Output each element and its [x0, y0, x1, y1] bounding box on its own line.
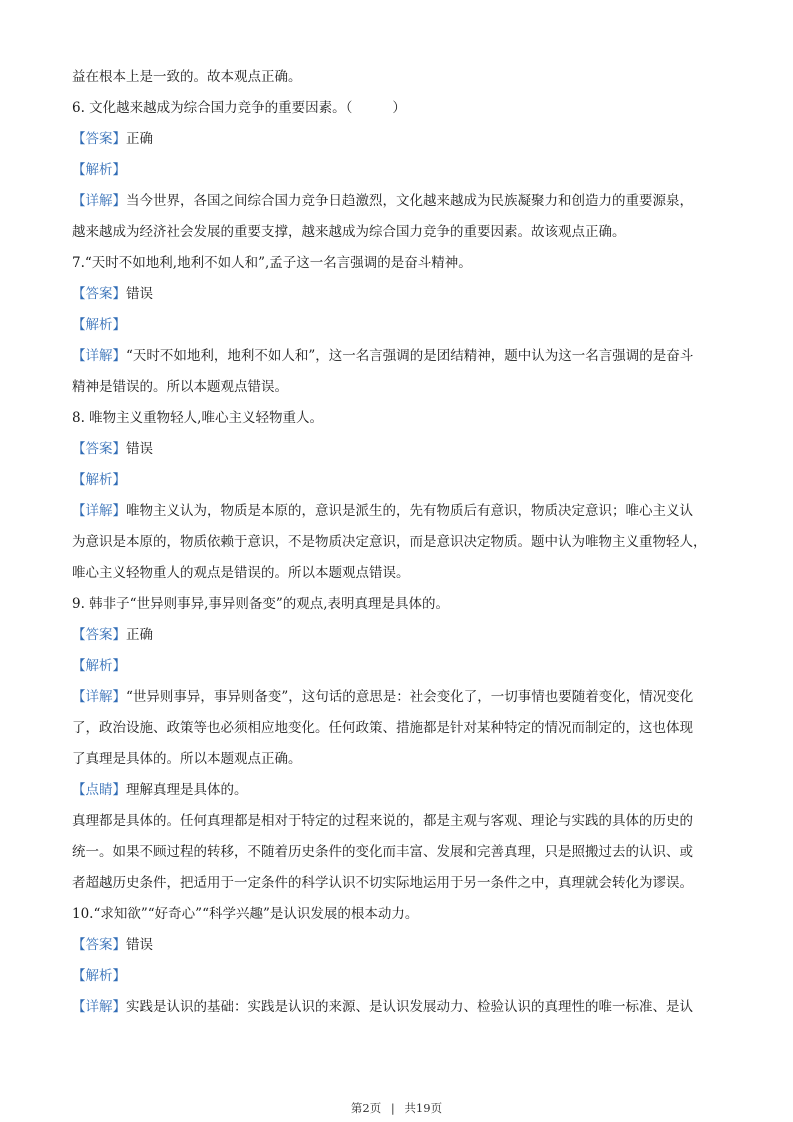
- page-footer: [0, 1100, 793, 1116]
- body-text-line: [72, 837, 724, 868]
- line-text: 越来越成为经济社会发展的重要支撑，越来越成为综合国力竞争的重要因素。故该观点正确。: [72, 224, 626, 240]
- body-text-line: [72, 527, 724, 558]
- line-text: 正确: [126, 131, 153, 147]
- detail-line: [72, 775, 724, 806]
- line-text: 益在根本上是一致的。故本观点正确。: [72, 69, 302, 85]
- detail-line: [72, 992, 724, 1023]
- analysis-line: [72, 651, 724, 682]
- section-label: 【答案】: [72, 441, 126, 457]
- line-text: 精神是错误的。所以本题观点错误。: [72, 379, 288, 395]
- body-text-line: [72, 589, 724, 620]
- analysis-line: [72, 155, 724, 186]
- section-label: 【详解】: [72, 689, 126, 705]
- detail-line: [72, 682, 724, 713]
- line-text: 了真理是具体的。所以本题观点正确。: [72, 751, 302, 767]
- section-label: 【解析】: [72, 658, 126, 674]
- line-text: 错误: [126, 286, 153, 302]
- section-label: 【解析】: [72, 317, 126, 333]
- answer-line: [72, 434, 724, 465]
- line-text: 唯心主义轻物重人的观点是错误的。所以本题观点错误。: [72, 565, 410, 581]
- section-label: 【答案】: [72, 627, 126, 643]
- body-text-line: [72, 744, 724, 775]
- answer-line: [72, 930, 724, 961]
- section-label: 【详解】: [72, 503, 126, 519]
- body-text-line: [72, 372, 724, 403]
- analysis-line: [72, 465, 724, 496]
- line-text: 真理都是具体的。任何真理都是相对于特定的过程来说的，都是主观与客观、理论与实践的具体的历史的: [72, 813, 693, 829]
- section-label: 【解析】: [72, 968, 126, 984]
- body-text-line: [72, 403, 724, 434]
- section-label: 【解析】: [72, 162, 126, 178]
- page-number: 第2页: [350, 1101, 382, 1115]
- line-text: 错误: [126, 441, 153, 457]
- closing-bracket: ）: [392, 100, 406, 116]
- body-text-line: [72, 806, 724, 837]
- line-text: 正确: [126, 627, 153, 643]
- body-text-line: [72, 558, 724, 589]
- section-label: 【答案】: [72, 131, 126, 147]
- detail-line: [72, 341, 724, 372]
- line-text: 统一。如果不顾过程的转移，不随着历史条件的变化而丰富、发展和完善真理，只是照搬过去的认识、或: [72, 844, 693, 860]
- line-text: 8. 唯物主义重物轻人,唯心主义轻物重人。: [72, 410, 323, 426]
- line-text: 唯物主义认为，物质是本原的，意识是派生的，先有物质后有意识，物质决定意识；唯心主义认: [126, 503, 693, 519]
- line-text: 了，政治设施、政策等也必须相应地变化。任何政策、措施都是针对某种特定的情况而制定的，这也体现: [72, 720, 693, 736]
- analysis-line: [72, 310, 724, 341]
- body-text-line: [72, 217, 724, 248]
- line-text: 理解真理是具体的。: [126, 782, 248, 798]
- answer-line: [72, 124, 724, 155]
- line-text: 10.“求知欲”“好奇心”“科学兴趣”是认识发展的根本动力。: [72, 906, 419, 922]
- body-text-line: [72, 899, 724, 930]
- question-line: [72, 93, 724, 124]
- section-label: 【解析】: [72, 472, 126, 488]
- section-label: 【详解】: [72, 348, 126, 364]
- line-text: 当今世界，各国之间综合国力竞争日趋激烈，文化越来越成为民族凝聚力和创造力的重要源泉，: [126, 193, 693, 209]
- line-text: 9. 韩非子“世异则事异,事异则备变”的观点,表明真理是具体的。: [72, 596, 450, 612]
- line-text: 6. 文化越来越成为综合国力竞争的重要因素。（: [72, 100, 353, 116]
- body-text-line: [72, 713, 724, 744]
- detail-line: [72, 496, 724, 527]
- section-label: 【点睛】: [72, 782, 126, 798]
- line-text: 者超越历史条件，把适用于一定条件的科学认识不切实际地运用于另一条件之中，真理就会转化为谬误。: [72, 875, 693, 891]
- answer-line: [72, 279, 724, 310]
- footer-separator: |: [390, 1101, 395, 1115]
- page-total: 共19页: [404, 1101, 443, 1115]
- document-page: [72, 62, 724, 1023]
- detail-line: [72, 186, 724, 217]
- line-text: “世异则事异，事异则备变”，这句话的意思是：社会变化了，一切事情也要随着变化，情况变化: [126, 689, 694, 705]
- section-label: 【答案】: [72, 937, 126, 953]
- analysis-line: [72, 961, 724, 992]
- line-text: 实践是认识的基础：实践是认识的来源、是认识发展动力、检验认识的真理性的唯一标准、是认: [126, 999, 693, 1015]
- line-text: 为意识是本原的，物质依赖于意识，不是物质决定意识，而是意识决定物质。题中认为唯物主义重物轻人，: [72, 534, 707, 550]
- body-text-line: [72, 868, 724, 899]
- line-text: 错误: [126, 937, 153, 953]
- line-text: 7.“天时不如地利,地利不如人和”,孟子这一名言强调的是奋斗精神。: [72, 255, 472, 271]
- section-label: 【详解】: [72, 193, 126, 209]
- line-text: “天时不如地利，地利不如人和”，这一名言强调的是团结精神，题中认为这一名言强调的是奋斗: [126, 348, 694, 364]
- section-label: 【答案】: [72, 286, 126, 302]
- body-text-line: [72, 62, 724, 93]
- body-text-line: [72, 248, 724, 279]
- answer-line: [72, 620, 724, 651]
- section-label: 【详解】: [72, 999, 126, 1015]
